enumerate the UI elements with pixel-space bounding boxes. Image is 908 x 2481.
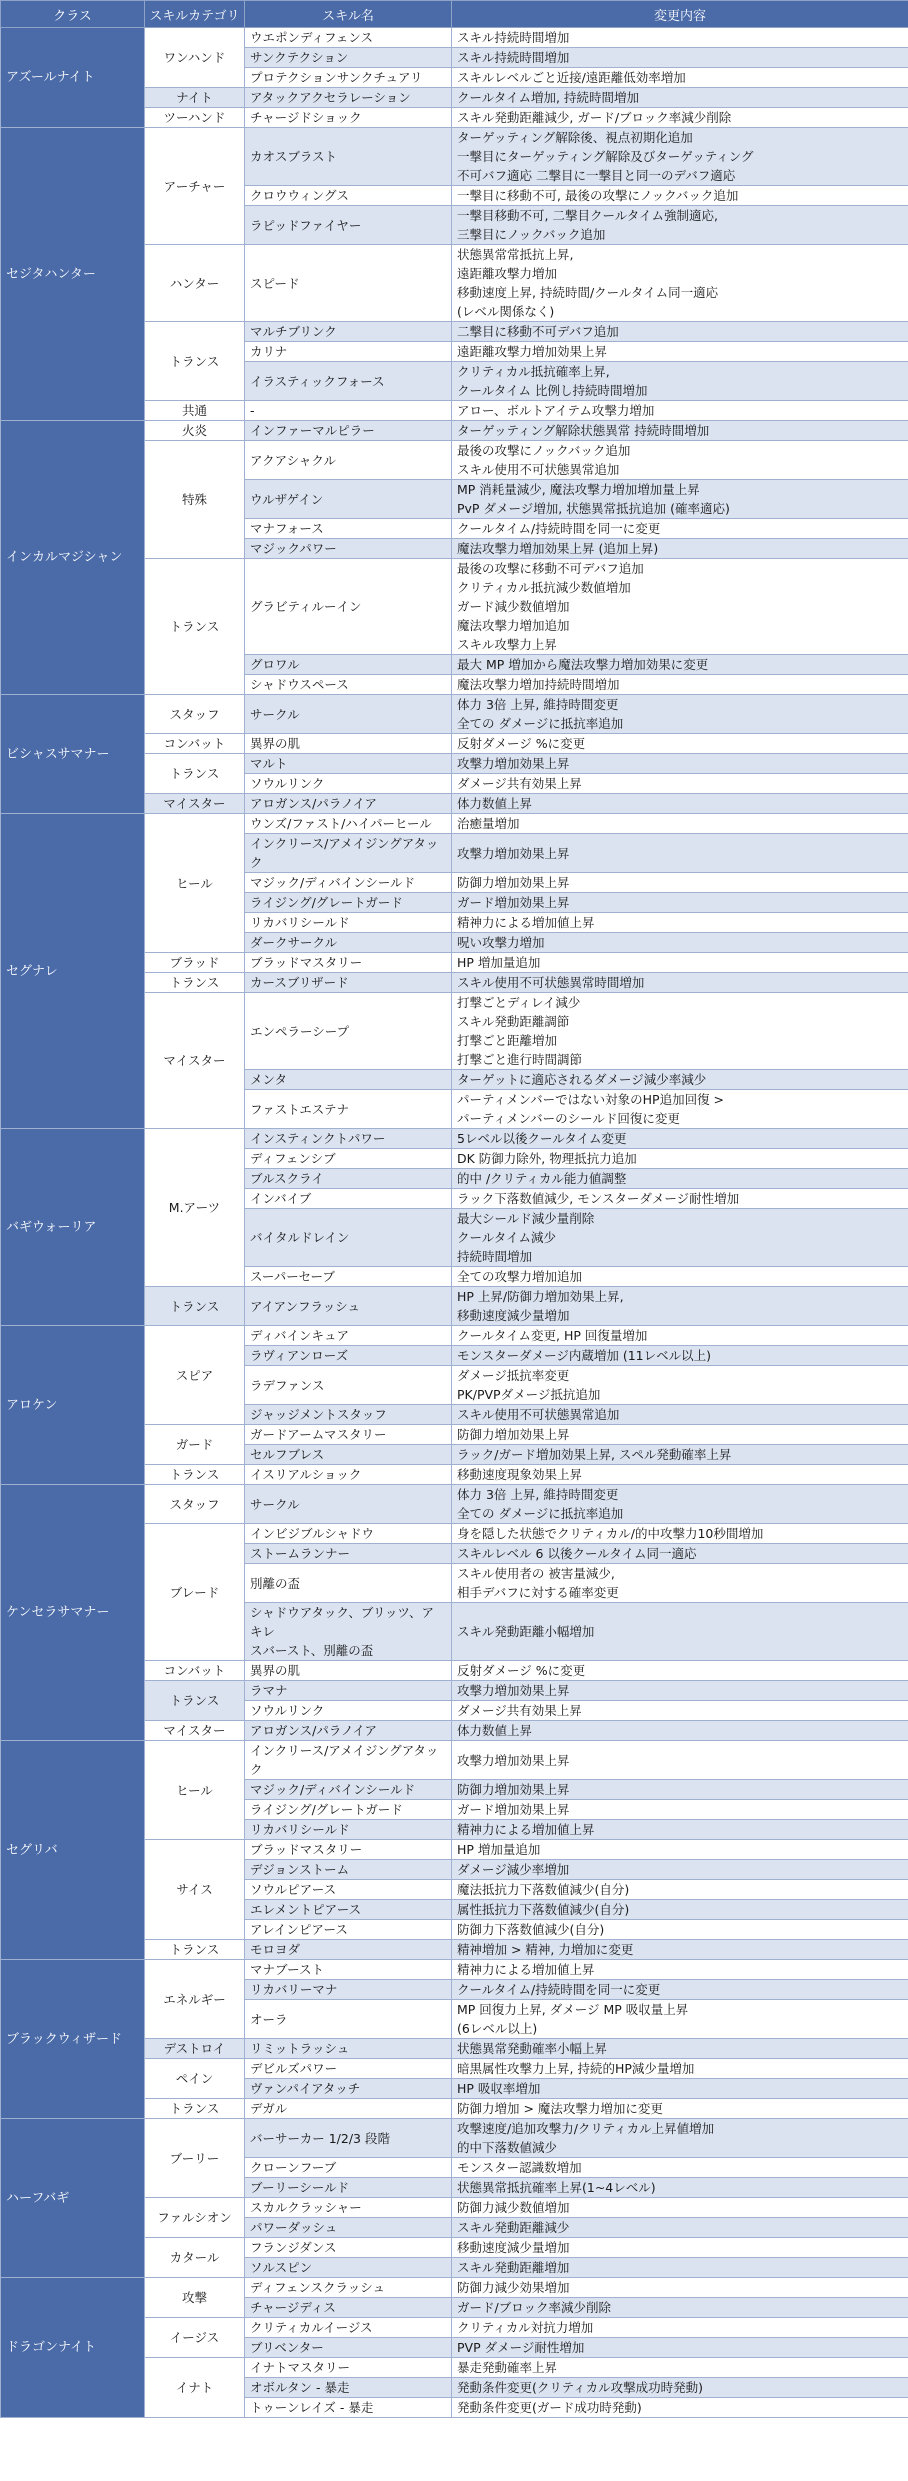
skill-name-cell: ラデファンス <box>245 1366 452 1405</box>
skill-name-cell: オーラ <box>245 2000 452 2039</box>
change-details-cell: ダメージ減少率増加 <box>452 1860 908 1880</box>
change-details-cell: ターゲッティング解除状態異常 持続時間増加 <box>452 421 908 441</box>
change-details-cell: 攻撃力増加効果上昇 <box>452 754 908 774</box>
skill-name-cell: 別離の盃 <box>245 1564 452 1603</box>
skill-name-cell: バイタルドレイン <box>245 1209 452 1267</box>
skill-category-cell: トランス <box>145 322 245 401</box>
skill-category-cell: ハンター <box>145 245 245 322</box>
change-details-cell: 打撃ごとディレイ減少 スキル発動距離調節 打撃ごと距離増加 打撃ごと進行時間調節 <box>452 993 908 1070</box>
column-header-change-details: 変更内容 <box>452 1 908 28</box>
skill-name-cell: スーパーセーブ <box>245 1267 452 1287</box>
change-details-cell: 移動速度減少量増加 <box>452 2238 908 2258</box>
skill-category-cell: トランス <box>145 973 245 993</box>
change-details-cell: スキル使用不可状態異常時間増加 <box>452 973 908 993</box>
change-details-cell: 一撃目移動不可, 二撃目クールタイム強制適応, 三撃目にノックバック追加 <box>452 206 908 245</box>
change-details-cell: スキル使用不可状態異常追加 <box>452 1405 908 1425</box>
skill-name-cell: ウンズ/ファスト/ハイパーヒール <box>245 814 452 834</box>
change-details-cell: 魔法抵抗力下落数値減少(自分) <box>452 1880 908 1900</box>
table-row <box>1 1129 908 1149</box>
skill-name-cell: アロガンス/パラノイア <box>245 794 452 814</box>
table-row <box>1 28 908 48</box>
class-name-cell: セグリバ <box>1 1741 145 1960</box>
change-details-cell: 状態異常抵抗確率上昇(1~4レベル) <box>452 2178 908 2198</box>
change-details-cell: 防御力下落数値減少(自分) <box>452 1920 908 1940</box>
column-header-class: クラス <box>1 1 145 28</box>
change-details-cell: 暗黒属性攻撃力上昇, 持続的HP減少量増加 <box>452 2059 908 2079</box>
skill-name-cell: エレメントピアース <box>245 1900 452 1920</box>
change-details-cell: クールタイム変更, HP 回復量増加 <box>452 1326 908 1346</box>
change-details-cell: 体力数値上昇 <box>452 794 908 814</box>
skill-category-cell: M.アーツ <box>145 1129 245 1287</box>
change-details-cell: 攻撃力増加効果上昇 <box>452 1741 908 1780</box>
change-details-cell: 最大シールド減少量削除 クールタイム減少 持続時間増加 <box>452 1209 908 1267</box>
skill-category-cell: ワンハンド <box>145 28 245 88</box>
skill-category-cell: ブラッド <box>145 953 245 973</box>
table-row <box>1 2278 908 2298</box>
skill-name-cell: パワーダッシュ <box>245 2218 452 2238</box>
change-details-cell: ダメージ共有効果上昇 <box>452 1701 908 1721</box>
skill-category-cell: ナイト <box>145 88 245 108</box>
change-details-cell: スキル発動距離減少, ガード/ブロック率減少削除 <box>452 108 908 128</box>
change-details-cell: アロー、ボルトアイテム攻撃力増加 <box>452 401 908 421</box>
class-name-cell: バギウォーリア <box>1 1129 145 1326</box>
skill-name-cell: バーサーカー 1/2/3 段階 <box>245 2119 452 2158</box>
change-details-cell: ラック/ガード増加効果上昇, スペル発動確率上昇 <box>452 1445 908 1465</box>
skill-name-cell: ジャッジメントスタッフ <box>245 1405 452 1425</box>
skill-name-cell: デジョンストーム <box>245 1860 452 1880</box>
skill-name-cell: チャージドショック <box>245 108 452 128</box>
skill-name-cell: イラスティックフォース <box>245 362 452 401</box>
skill-name-cell: クローンフーブ <box>245 2158 452 2178</box>
change-details-cell: MP 回復力上昇, ダメージ MP 吸収量上昇 (6レベル以上) <box>452 2000 908 2039</box>
change-details-cell: 治癒量増加 <box>452 814 908 834</box>
skill-name-cell: ディフェンスクラッシュ <box>245 2278 452 2298</box>
change-details-cell: 攻撃力増加効果上昇 <box>452 1681 908 1701</box>
change-details-cell: ガード増加効果上昇 <box>452 1800 908 1820</box>
skill-name-cell: インファーマルピラー <box>245 421 452 441</box>
skill-name-cell: - <box>245 401 452 421</box>
change-details-cell: クールタイム/持続時間を同一に変更 <box>452 519 908 539</box>
change-details-cell: 全ての攻撃力増加追加 <box>452 1267 908 1287</box>
skill-category-cell: 共通 <box>145 401 245 421</box>
change-details-cell: スキルレベル 6 以後クールタイム同一適応 <box>452 1544 908 1564</box>
skill-category-cell: ガード <box>145 1425 245 1465</box>
change-details-cell: スキル持続時間増加 <box>452 28 908 48</box>
change-details-cell: ダメージ共有効果上昇 <box>452 774 908 794</box>
change-details-cell: 体力 3倍 上昇, 維持時間変更 全ての ダメージに抵抗率追加 <box>452 695 908 734</box>
skill-name-cell: ラマナ <box>245 1681 452 1701</box>
change-details-cell: クリティカル対抗力増加 <box>452 2318 908 2338</box>
skill-name-cell: ガードアームマスタリー <box>245 1425 452 1445</box>
change-details-cell: 移動速度現象効果上昇 <box>452 1465 908 1485</box>
skill-name-cell: トゥーンレイズ - 暴走 <box>245 2398 452 2418</box>
class-name-cell: セグナレ <box>1 814 145 1129</box>
change-details-cell: HP 吸収率増加 <box>452 2079 908 2099</box>
skill-name-cell: モロヨダ <box>245 1940 452 1960</box>
change-details-cell: クールタイム/持続時間を同一に変更 <box>452 1980 908 2000</box>
skill-category-cell: ペイン <box>145 2059 245 2099</box>
skill-category-cell: デストロイ <box>145 2039 245 2059</box>
change-details-cell: 精神力による増加値上昇 <box>452 1820 908 1840</box>
skill-name-cell: カリナ <box>245 342 452 362</box>
skill-category-cell: トランス <box>145 2099 245 2119</box>
skill-name-cell: プロテクションサンクチュアリ <box>245 68 452 88</box>
change-details-cell: 発動条件変更(クリティカル攻撃成功時発動) <box>452 2378 908 2398</box>
table-row <box>1 1960 908 1980</box>
skill-name-cell: マジック/ディバインシールド <box>245 873 452 893</box>
skill-name-cell: グロワル <box>245 655 452 675</box>
skill-category-cell: トランス <box>145 754 245 794</box>
change-details-cell: ラック下落数値減少, モンスターダメージ耐性増加 <box>452 1189 908 1209</box>
skill-name-cell: サンクテクション <box>245 48 452 68</box>
skill-name-cell: リカバリシールド <box>245 913 452 933</box>
skill-name-cell: アロガンス/パラノイア <box>245 1721 452 1741</box>
skill-name-cell: リミットラッシュ <box>245 2039 452 2059</box>
change-details-cell: ガード/ブロック率減少削除 <box>452 2298 908 2318</box>
skill-name-cell: インビジブルシャドウ <box>245 1524 452 1544</box>
table-body <box>1 28 908 2418</box>
skill-name-cell: 異界の肌 <box>245 734 452 754</box>
skill-category-cell: イナト <box>145 2358 245 2418</box>
class-name-cell: アロケン <box>1 1326 145 1485</box>
skill-name-cell: マルト <box>245 754 452 774</box>
skill-name-cell: クロウウィングス <box>245 186 452 206</box>
change-details-cell: 防御力増加効果上昇 <box>452 873 908 893</box>
skill-name-cell: ウエポンディフェンス <box>245 28 452 48</box>
skill-name-cell: メンタ <box>245 1070 452 1090</box>
skill-category-cell: ヒール <box>145 814 245 953</box>
skill-name-cell: デビルズパワー <box>245 2059 452 2079</box>
skill-name-cell: アイアンフラッシュ <box>245 1287 452 1326</box>
change-details-cell: 精神増加 > 精神, 力増加に変更 <box>452 1940 908 1960</box>
skill-category-cell: ヒール <box>145 1741 245 1840</box>
change-details-cell: 状態異常常抵抗上昇, 遠距離攻撃力増加 移動速度上昇, 持続時間/クールタイム同一適応 (レベル関係なく) <box>452 245 908 322</box>
skill-name-cell: ソルスピン <box>245 2258 452 2278</box>
change-details-cell: 防御力減少数値増加 <box>452 2198 908 2218</box>
change-details-cell: 発動条件変更(ガード成功時発動) <box>452 2398 908 2418</box>
class-name-cell: ビシャスサマナー <box>1 695 145 814</box>
skill-name-cell: ライジング/グレートガード <box>245 893 452 913</box>
skill-category-cell: マイスター <box>145 1721 245 1741</box>
change-details-cell: 最後の攻撃に移動不可デバフ追加 クリティカル抵抗減少数値増加 ガード減少数値増加 魔法攻撃力増加追加 スキル攻撃力上昇 <box>452 559 908 655</box>
skill-name-cell: ディバインキュア <box>245 1326 452 1346</box>
skill-category-cell: ブレード <box>145 1524 245 1661</box>
skill-name-cell: エンペラーシープ <box>245 993 452 1070</box>
skill-name-cell: インクリース/アメイジングアタック <box>245 834 452 873</box>
change-details-cell: 呪い攻撃力増加 <box>452 933 908 953</box>
table-row <box>1 1485 908 1524</box>
skill-name-cell: ラヴィアンローズ <box>245 1346 452 1366</box>
skill-category-cell: 火炎 <box>145 421 245 441</box>
change-details-cell: ターゲットに適応されるダメージ減少率減少 <box>452 1070 908 1090</box>
change-details-cell: 身を隠した状態でクリティカル/的中攻撃力10秒間増加 <box>452 1524 908 1544</box>
skill-category-cell: トランス <box>145 1681 245 1721</box>
skill-name-cell: スカルクラッシャー <box>245 2198 452 2218</box>
change-details-cell: 二撃目に移動不可デバフ追加 <box>452 322 908 342</box>
skill-category-cell: スタッフ <box>145 695 245 734</box>
change-details-cell: 的中 /クリティカル能力値調整 <box>452 1169 908 1189</box>
skill-name-cell: ブルスクライ <box>245 1169 452 1189</box>
skill-name-cell: サークル <box>245 1485 452 1524</box>
skill-category-cell: トランス <box>145 1287 245 1326</box>
skill-name-cell: インクリース/アメイジングアタック <box>245 1741 452 1780</box>
change-details-cell: スキル持続時間増加 <box>452 48 908 68</box>
skill-name-cell: カオスブラスト <box>245 128 452 186</box>
change-details-cell: パーティメンバーではない対象のHP追加回復 > パーティメンバーのシールド回復に変更 <box>452 1090 908 1129</box>
skill-name-cell: ブラッドマスタリー <box>245 1840 452 1860</box>
skill-name-cell: インスティンクトパワー <box>245 1129 452 1149</box>
skill-name-cell: オボルタン - 暴走 <box>245 2378 452 2398</box>
change-details-cell: 最後の攻撃にノックバック追加 スキル使用不可状態異常追加 <box>452 441 908 480</box>
change-details-cell: MP 消耗量減少, 魔法攻撃力増加増加量上昇 PvP ダメージ増加, 状態異常抵抗追加 (確率適応) <box>452 480 908 519</box>
skill-name-cell: スピード <box>245 245 452 322</box>
table-row <box>1 695 908 734</box>
skill-name-cell: マルチブリンク <box>245 322 452 342</box>
change-details-cell: 魔法攻撃力増加効果上昇 (追加上昇) <box>452 539 908 559</box>
change-details-cell: HP 上昇/防御力増加効果上昇, 移動速度減少量増加 <box>452 1287 908 1326</box>
change-details-cell: 防御力増加 > 魔法攻撃力増加に変更 <box>452 2099 908 2119</box>
column-header-skill-category: スキルカテゴリ <box>145 1 245 28</box>
skill-name-cell: ブラッドマスタリー <box>245 953 452 973</box>
change-details-cell: 攻撃速度/追加攻撃力/クリティカル上昇値増加 的中下落数値減少 <box>452 2119 908 2158</box>
table-row <box>1 2119 908 2158</box>
skill-category-cell: スピア <box>145 1326 245 1425</box>
skill-name-cell: ブーリーシールド <box>245 2178 452 2198</box>
skill-category-cell: トランス <box>145 1940 245 1960</box>
skill-name-cell: フランジダンス <box>245 2238 452 2258</box>
change-details-cell: 攻撃力増加効果上昇 <box>452 834 908 873</box>
skill-name-cell: ソウルピアース <box>245 1880 452 1900</box>
skill-category-cell: スタッフ <box>145 1485 245 1524</box>
skill-name-cell: マジックパワー <box>245 539 452 559</box>
skill-category-cell: カタール <box>145 2238 245 2278</box>
class-name-cell: アズールナイト <box>1 28 145 128</box>
change-details-cell: 防御力増加効果上昇 <box>452 1780 908 1800</box>
skill-name-cell: チャージディス <box>245 2298 452 2318</box>
skill-name-cell: 異界の肌 <box>245 1661 452 1681</box>
change-details-cell: スキル発動距離減少 <box>452 2218 908 2238</box>
skill-category-cell: イージス <box>145 2318 245 2358</box>
table-row <box>1 128 908 186</box>
skill-category-cell: トランス <box>145 1465 245 1485</box>
skill-name-cell: ウルザゲイン <box>245 480 452 519</box>
skill-name-cell: クリティカルイージス <box>245 2318 452 2338</box>
change-details-cell: 5レベル以後クールタイム変更 <box>452 1129 908 1149</box>
skill-category-cell: ツーハンド <box>145 108 245 128</box>
column-header-skill-name: スキル名 <box>245 1 452 28</box>
change-details-cell: 魔法攻撃力増加持続時間増加 <box>452 675 908 695</box>
change-details-cell: DK 防御力除外, 物理抵抗力追加 <box>452 1149 908 1169</box>
skill-name-cell: セルフブレス <box>245 1445 452 1465</box>
skill-name-cell: ヴァンパイアタッチ <box>245 2079 452 2099</box>
change-details-cell: スキル発動距離増加 <box>452 2258 908 2278</box>
change-details-cell: スキル使用者の 被害量減少, 相手デバフに対する確率変更 <box>452 1564 908 1603</box>
skill-name-cell: ソウルリンク <box>245 1701 452 1721</box>
class-name-cell: セジタハンター <box>1 128 145 421</box>
change-details-cell: 防御力増加効果上昇 <box>452 1425 908 1445</box>
change-details-cell: 属性抵抗力下落数値減少(自分) <box>452 1900 908 1920</box>
class-name-cell: ハーフバギ <box>1 2119 145 2278</box>
skill-name-cell: ソウルリンク <box>245 774 452 794</box>
class-name-cell: ドラゴンナイト <box>1 2278 145 2418</box>
skill-name-cell: アタックアクセラレーション <box>245 88 452 108</box>
change-details-cell: ターゲッティング解除後、視点初期化追加 一撃目にターゲッティング解除及びターゲッティング 不可バフ適応 二撃目に一撃目と同一のデバフ適応 <box>452 128 908 186</box>
skill-name-cell: マジック/ディバインシールド <box>245 1780 452 1800</box>
skill-category-cell: マイスター <box>145 794 245 814</box>
skill-name-cell: シャドウアタック、ブリッツ、アキレ スバースト、別離の盃 <box>245 1603 452 1661</box>
skill-name-cell: アレインピアース <box>245 1920 452 1940</box>
skill-name-cell: ファストエステナ <box>245 1090 452 1129</box>
skill-name-cell: ブリベンター <box>245 2338 452 2358</box>
skill-name-cell: ダークサークル <box>245 933 452 953</box>
change-details-cell: HP 増加量追加 <box>452 953 908 973</box>
skill-category-cell: アーチャー <box>145 128 245 245</box>
change-details-cell: 遠距離攻撃力増加効果上昇 <box>452 342 908 362</box>
table-row <box>1 421 908 441</box>
skill-category-cell: 攻撃 <box>145 2278 245 2318</box>
skill-name-cell: ライジング/グレートガード <box>245 1800 452 1820</box>
change-details-cell: 防御力減少効果増加 <box>452 2278 908 2298</box>
table-row <box>1 1326 908 1346</box>
change-details-cell: モンスターダメージ内蔵増加 (11レベル以上) <box>452 1346 908 1366</box>
change-details-cell: スキルレベルごと近接/遠距離低効率増加 <box>452 68 908 88</box>
skill-name-cell: マナブースト <box>245 1960 452 1980</box>
skill-name-cell: リカバリーマナ <box>245 1980 452 2000</box>
skill-name-cell: ラピッドファイヤー <box>245 206 452 245</box>
change-details-cell: PVP ダメージ耐性増加 <box>452 2338 908 2358</box>
change-details-cell: 精神力による増加値上昇 <box>452 913 908 933</box>
change-details-cell: ダメージ抵抗率変更 PK/PVPダメージ抵抗追加 <box>452 1366 908 1405</box>
table-row <box>1 814 908 834</box>
skill-category-cell: ファルシオン <box>145 2198 245 2238</box>
change-details-cell: クールタイム増加, 持続時間増加 <box>452 88 908 108</box>
skill-name-cell: マナフォース <box>245 519 452 539</box>
change-details-cell: モンスター認識数増加 <box>452 2158 908 2178</box>
skill-category-cell: マイスター <box>145 993 245 1129</box>
skill-category-cell: コンバット <box>145 734 245 754</box>
skill-name-cell: サークル <box>245 695 452 734</box>
change-details-cell: スキル発動距離小幅増加 <box>452 1603 908 1661</box>
skill-category-cell: ブーリー <box>145 2119 245 2198</box>
change-details-cell: ガード増加効果上昇 <box>452 893 908 913</box>
change-details-cell: 暴走発動確率上昇 <box>452 2358 908 2378</box>
change-details-cell: 反射ダメージ %に変更 <box>452 1661 908 1681</box>
class-name-cell: インカルマジシャン <box>1 421 145 695</box>
skill-category-cell: サイス <box>145 1840 245 1940</box>
change-details-cell: クリティカル抵抗確率上昇, クールタイム 比例し持続時間増加 <box>452 362 908 401</box>
skill-name-cell: デガル <box>245 2099 452 2119</box>
skill-name-cell: リカバリシールド <box>245 1820 452 1840</box>
change-details-cell: 最大 MP 増加から魔法攻撃力増加効果に変更 <box>452 655 908 675</box>
skill-name-cell: イナトマスタリー <box>245 2358 452 2378</box>
change-details-cell: 精神力による増加値上昇 <box>452 1960 908 1980</box>
skill-name-cell: ディフェンシブ <box>245 1149 452 1169</box>
change-details-cell: HP 増加量追加 <box>452 1840 908 1860</box>
table-header-row <box>1 1 908 28</box>
change-details-cell: 状態異常発動確率小幅上昇 <box>452 2039 908 2059</box>
table-row <box>1 1741 908 1780</box>
skill-category-cell: トランス <box>145 559 245 695</box>
skill-name-cell: シャドウスペース <box>245 675 452 695</box>
skill-name-cell: アクアシャクル <box>245 441 452 480</box>
change-details-cell: 一撃目に移動不可, 最後の攻撃にノックバック追加 <box>452 186 908 206</box>
skill-name-cell: ストームランナー <box>245 1544 452 1564</box>
change-details-cell: 体力数値上昇 <box>452 1721 908 1741</box>
change-details-cell: 反射ダメージ %に変更 <box>452 734 908 754</box>
skill-name-cell: グラビティルーイン <box>245 559 452 655</box>
skill-name-cell: カースブリザード <box>245 973 452 993</box>
skill-category-cell: コンバット <box>145 1661 245 1681</box>
change-details-cell: 体力 3倍 上昇, 維持時間変更 全ての ダメージに抵抗率追加 <box>452 1485 908 1524</box>
skill-category-cell: 特殊 <box>145 441 245 559</box>
skill-name-cell: イスリアルショック <box>245 1465 452 1485</box>
class-name-cell: ブラックウィザード <box>1 1960 145 2119</box>
class-name-cell: ケンセラサマナー <box>1 1485 145 1741</box>
skill-category-cell: エネルギー <box>145 1960 245 2039</box>
skill-name-cell: インバイブ <box>245 1189 452 1209</box>
